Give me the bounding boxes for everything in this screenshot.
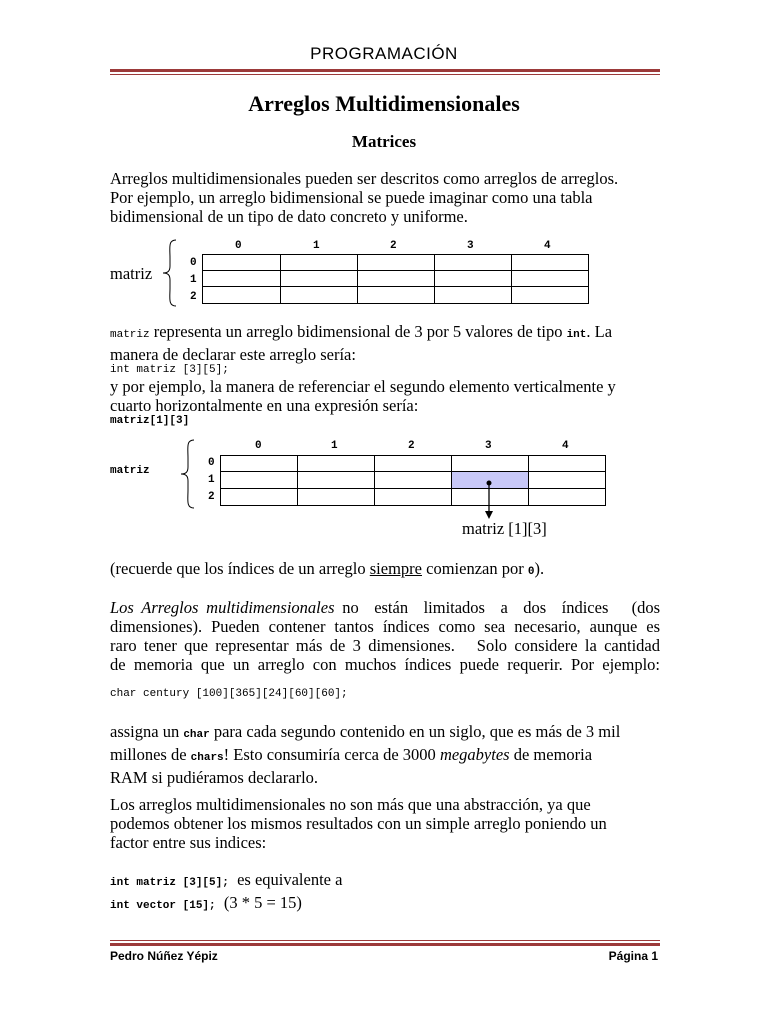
underlined-siempre: siempre [369,559,422,578]
equivalence-line-1: int matriz [3][5]; es equivalente a [110,870,343,889]
diagram2-col-2: 2 [408,440,415,452]
diagram2-label: matriz [110,465,150,477]
abstraction-line-1: Los arreglos multidimensionales no son más que una abstracción, ya que [110,795,591,814]
memory-line-1: assigna un char para cada segundo contenido en un siglo, que es más de 3 mil [110,722,621,741]
declaration-paragraph [110,322,660,428]
diagram1-col-4: 4 [544,240,551,252]
code-declaration: int matriz [3][5]; [110,364,229,376]
inline-code-chars: chars [190,752,224,764]
memory-paragraph [110,722,660,787]
code-matriz-decl: int matriz [3][5]; [110,877,229,889]
diagram1-row-2: 2 [190,291,197,303]
abstraction-paragraph [110,795,660,852]
diagram2-row-1: 1 [208,474,215,486]
footer-rule-thick [110,943,660,946]
diagram1-brace-icon [160,238,184,308]
diagram1-col-1: 1 [313,240,320,252]
declaration-line-1: matriz representa un arreglo bidimensional de 3 por 5 valores de tipo int. La [110,322,613,341]
dimensions-line-4: de memoria que un arreglo con muchos índices puede requerir. Por ejemplo: [110,655,660,674]
inline-code-char: char [183,729,210,741]
header-rule-thick [110,69,660,72]
header-rule-thin [110,74,660,75]
memory-line-2: millones de chars! Esto consumiría cerca de 3000 megabytes de memoria [110,745,593,764]
diagram1-grid [202,254,589,304]
diagram1-label: matriz [110,264,153,283]
footer-author: Pedro Núñez Yépiz [110,949,218,963]
inline-code-zero: 0 [527,566,535,578]
intro-paragraph [110,169,660,226]
footer-rule-thin [110,940,660,941]
code-century: char century [100][365][24][60][60]; [110,688,348,700]
diagram1-row-0: 0 [190,257,197,269]
abstraction-line-3: factor entre sus indices: [110,833,267,852]
section-subtitle: Matrices [351,132,417,151]
diagram2-row-2: 2 [208,491,215,503]
dimensions-line-2: dimensiones). Pueden contener tantos índices como sea necesario, aunque es [110,617,660,636]
declaration-line-3: y por ejemplo, la manera de referenciar el segundo elemento verticalmente y [110,377,616,396]
intro-line-1: Arreglos multidimensionales pueden ser descritos como arreglos de arreglos. [110,169,619,188]
declaration-line-4: cuarto horizontalmente en una expresión sería: [110,396,419,415]
footer-page-number: Página 1 [608,949,658,963]
arrow-label: matriz [1][3] [462,519,547,538]
diagram2-brace-icon [178,438,202,510]
declaration-line-2: manera de declarar este arreglo sería: [110,345,356,364]
arrow-down-icon [480,478,500,520]
diagram2-col-1: 1 [331,440,338,452]
diagram2-grid [220,455,606,506]
equivalence-line-2: int vector [15]; (3 * 5 = 15) [110,893,302,912]
abstraction-line-2: podemos obtener los mismos resultados con un simple arreglo poniendo un [110,814,607,833]
running-header: PROGRAMACIÓN [310,44,458,63]
diagram1-col-2: 2 [390,240,397,252]
dimensions-line-3: raro tener que representar más de 3 dimensiones. Solo considere la cantidad [110,636,660,655]
diagram1-row-1: 1 [190,274,197,286]
code-vector-decl: int vector [15]; [110,900,216,912]
code-reference: matriz[1][3] [110,415,190,427]
diagram2-col-0: 0 [255,440,262,452]
diagram2-col-3: 3 [485,440,492,452]
diagram1-col-3: 3 [467,240,474,252]
highlighted-cell-1-3 [452,472,529,489]
diagram1-col-0: 0 [235,240,242,252]
inline-code-int: int [566,329,587,341]
equivalence-lines [110,870,660,916]
dimensions-line-1: Los Arreglos multidimensionales no están limitados a dos índices (dos [110,598,660,617]
memory-line-3: RAM si pudiéramos declararlo. [110,768,319,787]
document-title: Arreglos Multidimensionales [248,91,520,116]
diagram2-row-0: 0 [208,457,215,469]
intro-line-3: bidimensional de un tipo de dato concreto y uniforme. [110,207,468,226]
diagram2-col-4: 4 [562,440,569,452]
inline-code-matriz: matriz [110,329,150,341]
index-note: (recuerde que los índices de un arreglo siempre comienzan por 0). [110,559,545,578]
intro-line-2: Por ejemplo, un arreglo bidimensional se puede imaginar como una tabla [110,188,593,207]
dimensions-paragraph [110,598,660,674]
